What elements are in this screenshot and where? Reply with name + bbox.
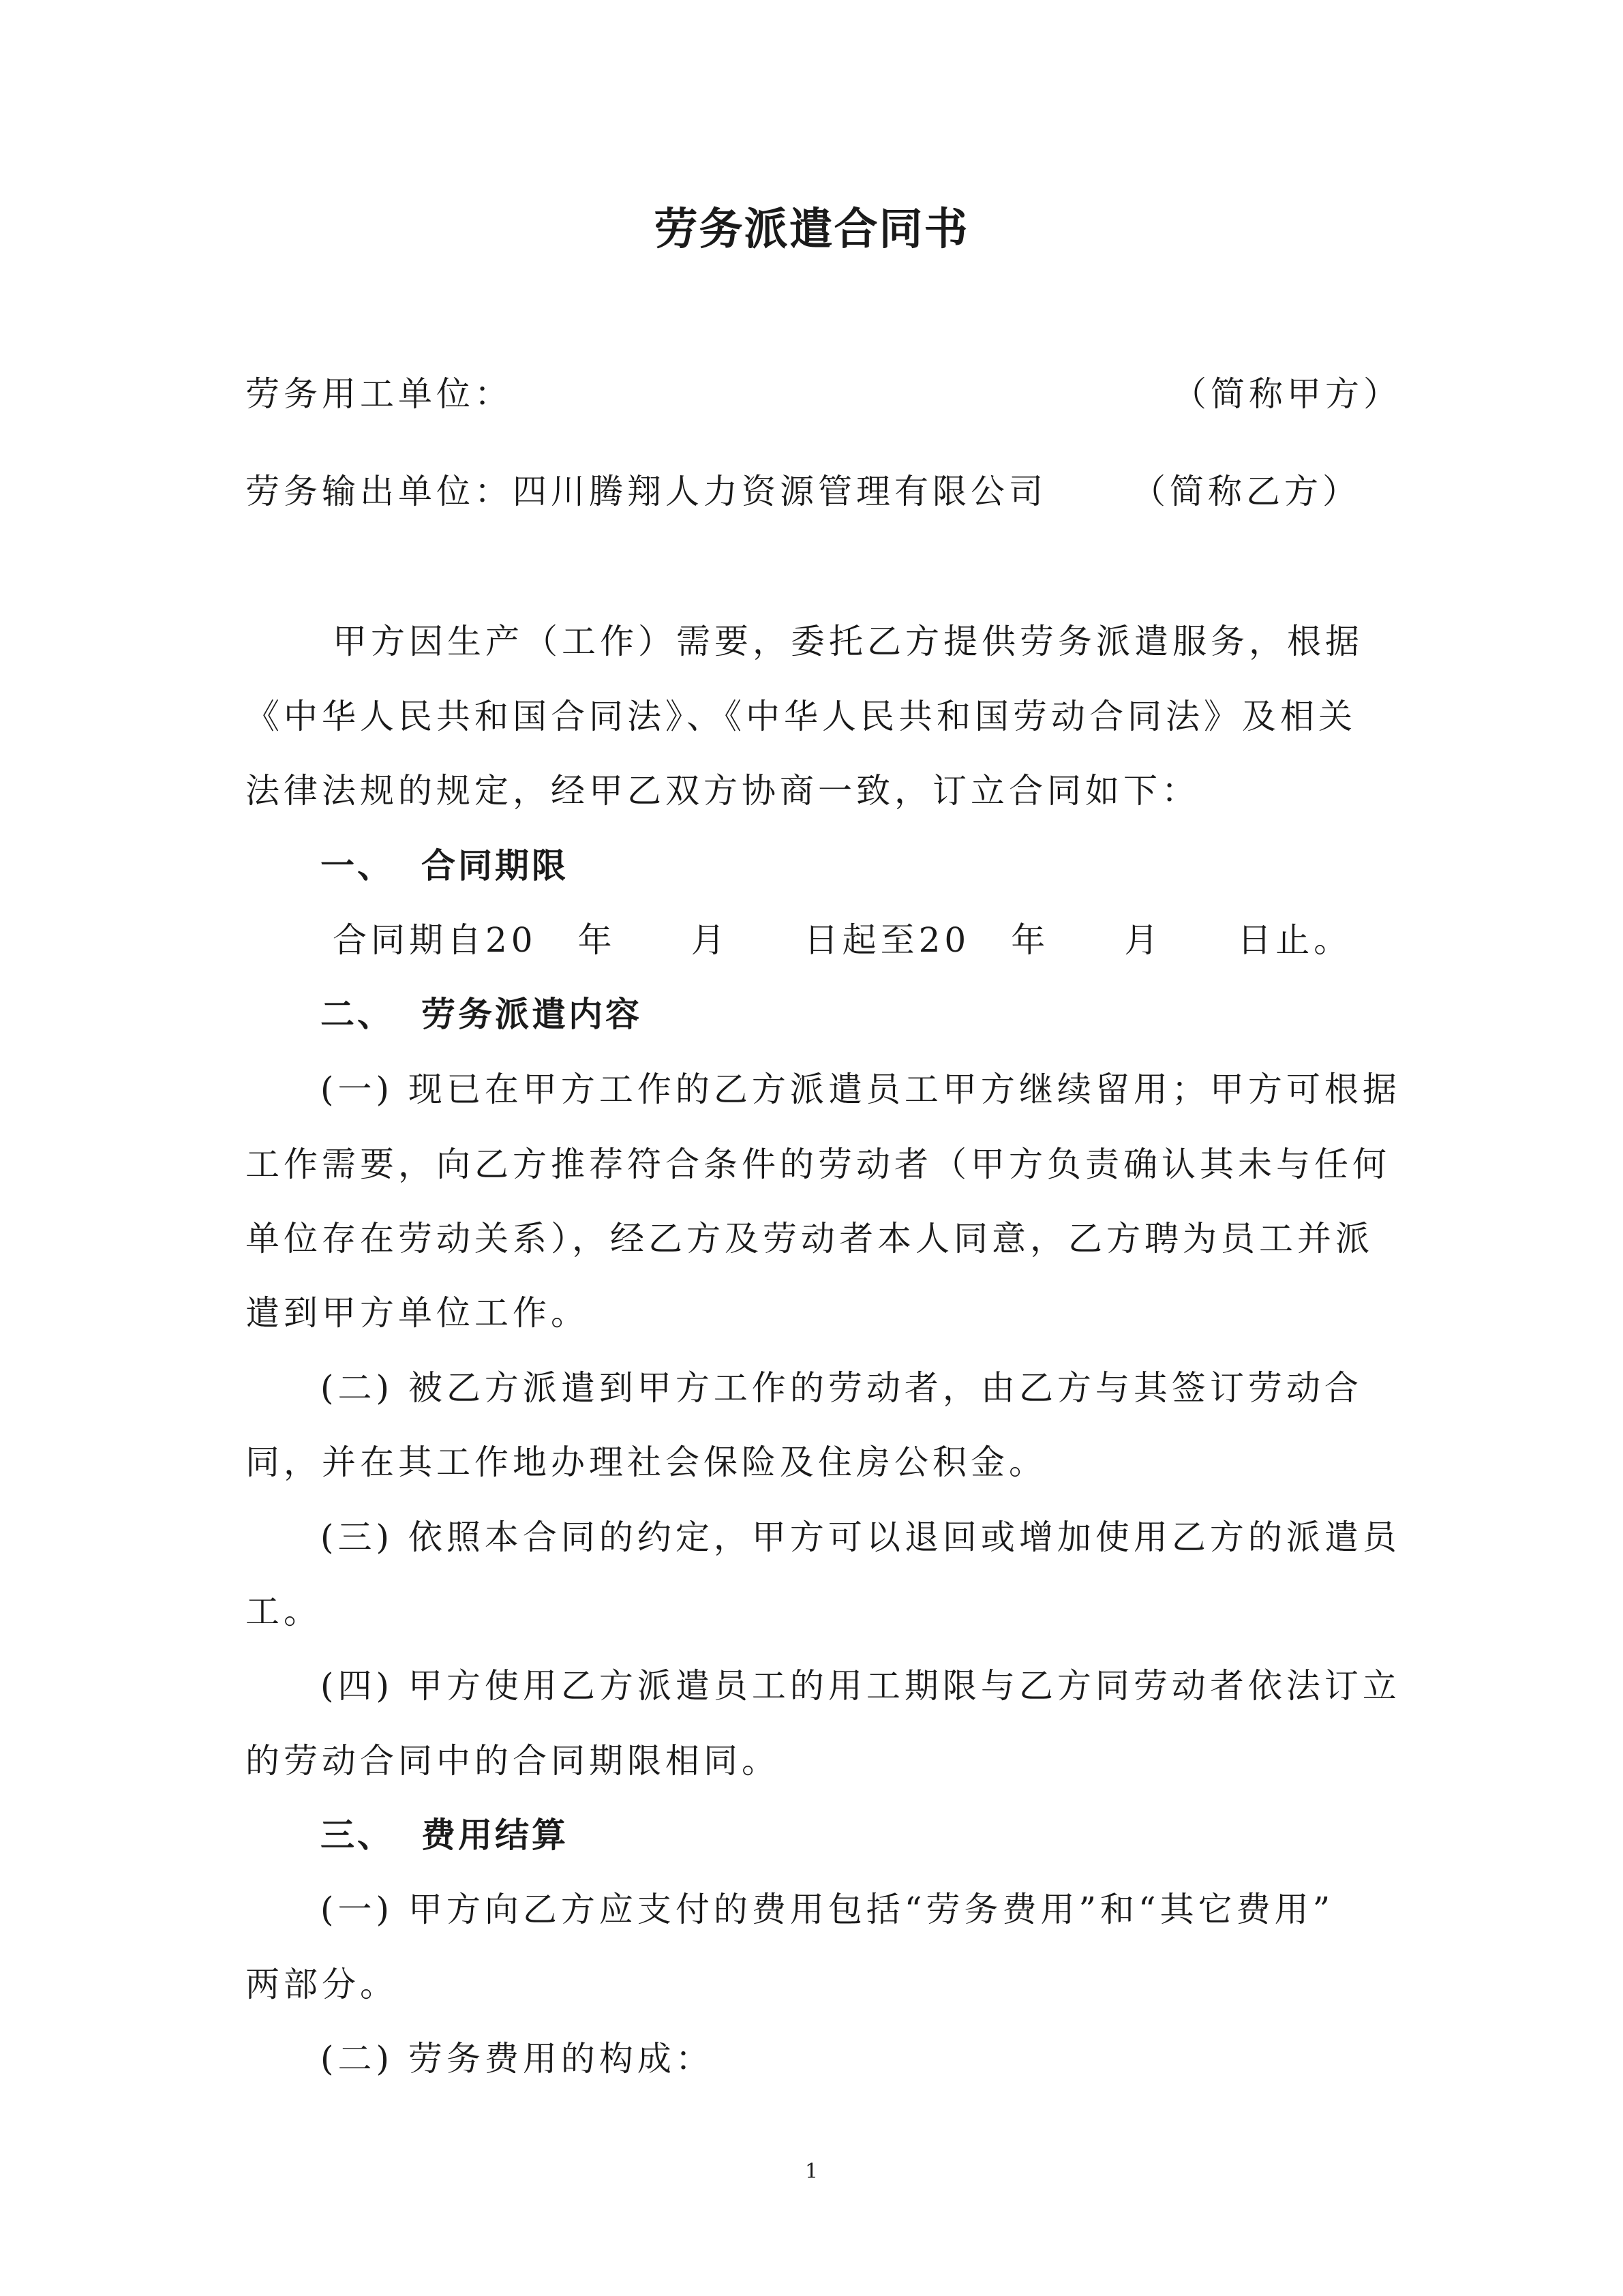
section3-p2-line-1: (二) 劳务费用的构成： (320, 2039, 714, 2079)
section-heading-3 (320, 1813, 568, 1858)
document-title: 劳务派遣合同书 (654, 205, 969, 255)
section-number: 三、 (320, 1815, 394, 1855)
section2-p2-line-1: (二) 被乙方派遣到甲方工作的劳动者，由乙方与其签订劳动合 (320, 1368, 1363, 1408)
provider-line (245, 469, 1047, 514)
section2-p3-line-2: 工。 (245, 1592, 322, 1631)
section2-p1-line-4: 遣到甲方单位工作。 (245, 1293, 589, 1333)
preamble-line-3: 法律法规的规定，经甲乙双方协商一致，订立合同如下： (245, 771, 1200, 811)
date-part: 日止。 (1237, 920, 1352, 960)
employer-label: 劳务用工单位： (245, 374, 513, 414)
provider-short-name: （简称乙方） (1132, 472, 1361, 511)
section-title: 合同期限 (421, 846, 568, 886)
employer-short-name: （简称甲方） (1172, 374, 1401, 414)
section-heading-2 (320, 992, 642, 1037)
section-title: 费用结算 (421, 1815, 568, 1855)
provider-label: 劳务输出单位： (245, 472, 513, 511)
section2-p1-line-3: 单位存在劳动关系），经乙方及劳动者本人同意，乙方聘为员工并派 (245, 1219, 1374, 1258)
section3-p1-line-1: (一) 甲方向乙方应支付的费用包括“劳务费用”和“其它费用” (320, 1890, 1335, 1929)
provider-name: 四川腾翔人力资源管理有限公司 (513, 472, 1047, 511)
preamble-line-2: 《中华人民共和国合同法》、《中华人民共和国劳动合同法》及相关 (245, 697, 1356, 736)
section2-p1-line-1: (一) 现已在甲方工作的乙方派遣员工甲方继续留用；甲方可根据 (320, 1070, 1401, 1109)
section3-p1-line-2: 两部分。 (245, 1965, 398, 2004)
section2-p4-line-2: 的劳动合同中的合同期限相同。 (245, 1741, 780, 1781)
section2-p2-line-2: 同，并在其工作地办理社会保险及住房公积金。 (245, 1442, 1047, 1482)
page-number: 1 (804, 2160, 819, 2184)
date-part: 年 (577, 920, 616, 960)
section-number: 一、 (320, 846, 394, 886)
contract-period-line (333, 918, 1352, 963)
section-heading-1 (320, 843, 568, 888)
date-part: 合同期自20 (333, 920, 537, 960)
section-title: 劳务派遣内容 (421, 995, 642, 1034)
preamble-line-1: 甲方因生产（工作）需要，委托乙方提供劳务派遣服务，根据 (333, 622, 1363, 661)
date-part: 月 (691, 920, 729, 960)
section-number: 二、 (320, 995, 394, 1034)
section2-p3-line-1: (三) 依照本合同的约定，甲方可以退回或增加使用乙方的派遣员 (320, 1517, 1401, 1557)
section2-p1-line-2: 工作需要，向乙方推荐符合条件的劳动者（甲方负责确认其未与任何 (245, 1145, 1391, 1184)
section2-p4-line-1: (四) 甲方使用乙方派遣员工的用工期限与乙方同劳动者依法订立 (320, 1666, 1401, 1706)
date-part: 年 (1011, 920, 1050, 960)
date-part: 月 (1124, 920, 1163, 960)
date-part: 日起至20 (804, 920, 971, 960)
